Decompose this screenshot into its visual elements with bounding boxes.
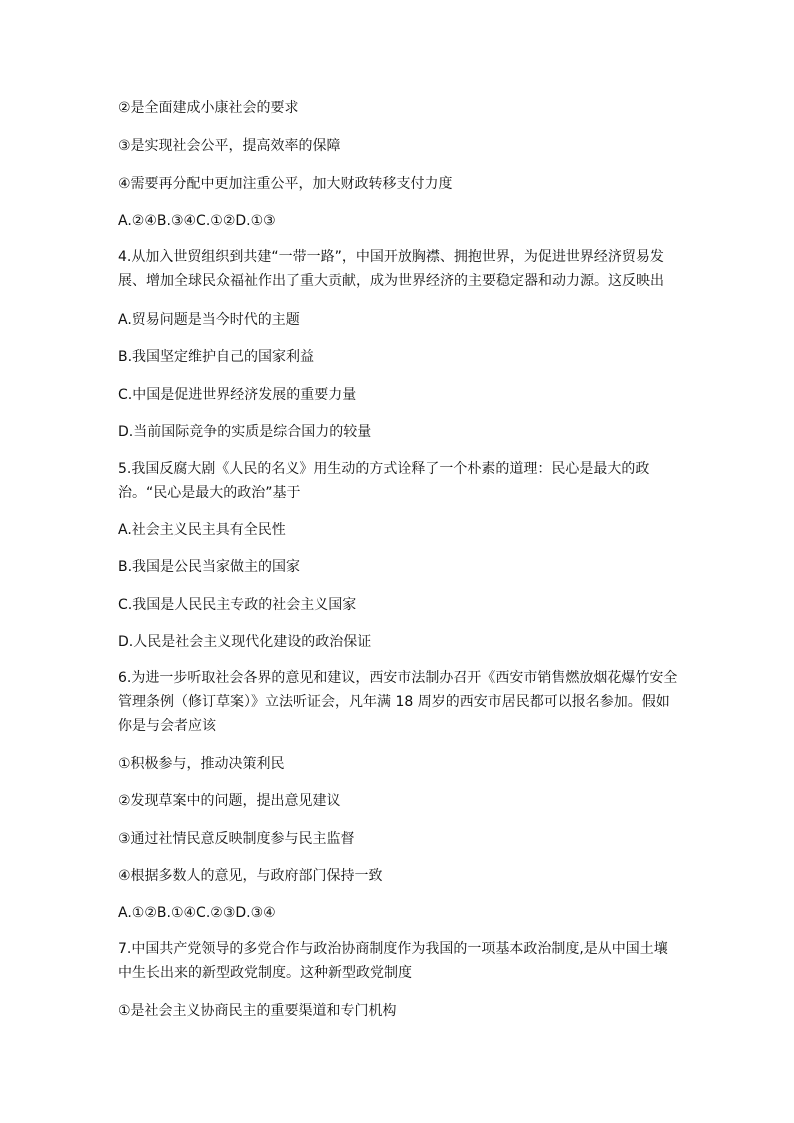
answer-choice: C.中国是促进世界经济发展的重要力量: [118, 387, 357, 403]
question-4-stem: 4.从加入世贸组织到共建“一带一路”，中国开放胸襟、拥抱世界，为促进世界经济贸易发展、增加全球民众福祉作出了重大贡献，成为世界经济的主要稳定器和动力源。这反映出: [118, 249, 664, 289]
answer-choice: C.我国是人民民主专政的社会主义国家: [118, 597, 357, 613]
option-line: ③是实现社会公平，提高效率的保障: [118, 138, 341, 154]
answer-choice: A.社会主义民主具有全民性: [118, 522, 286, 538]
option-line: ①积极参与，推动决策利民: [118, 756, 285, 772]
answer-choice: B.我国坚定维护自己的国家利益: [118, 349, 315, 365]
answer-choices: A.①②B.①④C.②③D.③④: [118, 905, 276, 921]
option-line: ①是社会主义协商民主的重要渠道和专门机构: [118, 1003, 397, 1019]
answer-choices: A.②④B.③④C.①②D.①③: [118, 213, 276, 229]
question-7-stem: 7.中国共产党领导的多党合作与政治协商制度作为我国的一项基本政治制度,是从中国土壤中生长出来的新型政党制度。这种新型政党制度: [118, 941, 668, 981]
answer-choice: D.人民是社会主义现代化建设的政治保证: [118, 634, 372, 650]
answer-choice: B.我国是公民当家做主的国家: [118, 559, 301, 575]
option-line: ②是全面建成小康社会的要求: [118, 100, 299, 116]
option-line: ④根据多数人的意见，与政府部门保持一致: [118, 868, 383, 884]
question-5-stem: 5.我国反腐大剧《人民的名义》用生动的方式诠释了一个朴素的道理：民心是最大的政治。“民心是最大的政治”基于: [118, 461, 650, 501]
option-line: ②发现草案中的问题，提出意见建议: [118, 793, 341, 809]
answer-choice: D.当前国际竞争的实质是综合国力的较量: [118, 424, 372, 440]
answer-choice: A.贸易问题是当今时代的主题: [118, 312, 300, 328]
option-line: ④需要再分配中更加注重公平，加大财政转移支付力度: [118, 176, 453, 192]
question-6-stem: 6.为进一步听取社会各界的意见和建议，西安市法制办召开《西安市销售燃放烟花爆竹安全管理条例（修订草案）》立法听证会，凡年满 18 周岁的西安市居民都可以报名参加。假如你是与会者应该: [118, 670, 678, 734]
option-line: ③通过社情民意反映制度参与民主监督: [118, 831, 355, 847]
